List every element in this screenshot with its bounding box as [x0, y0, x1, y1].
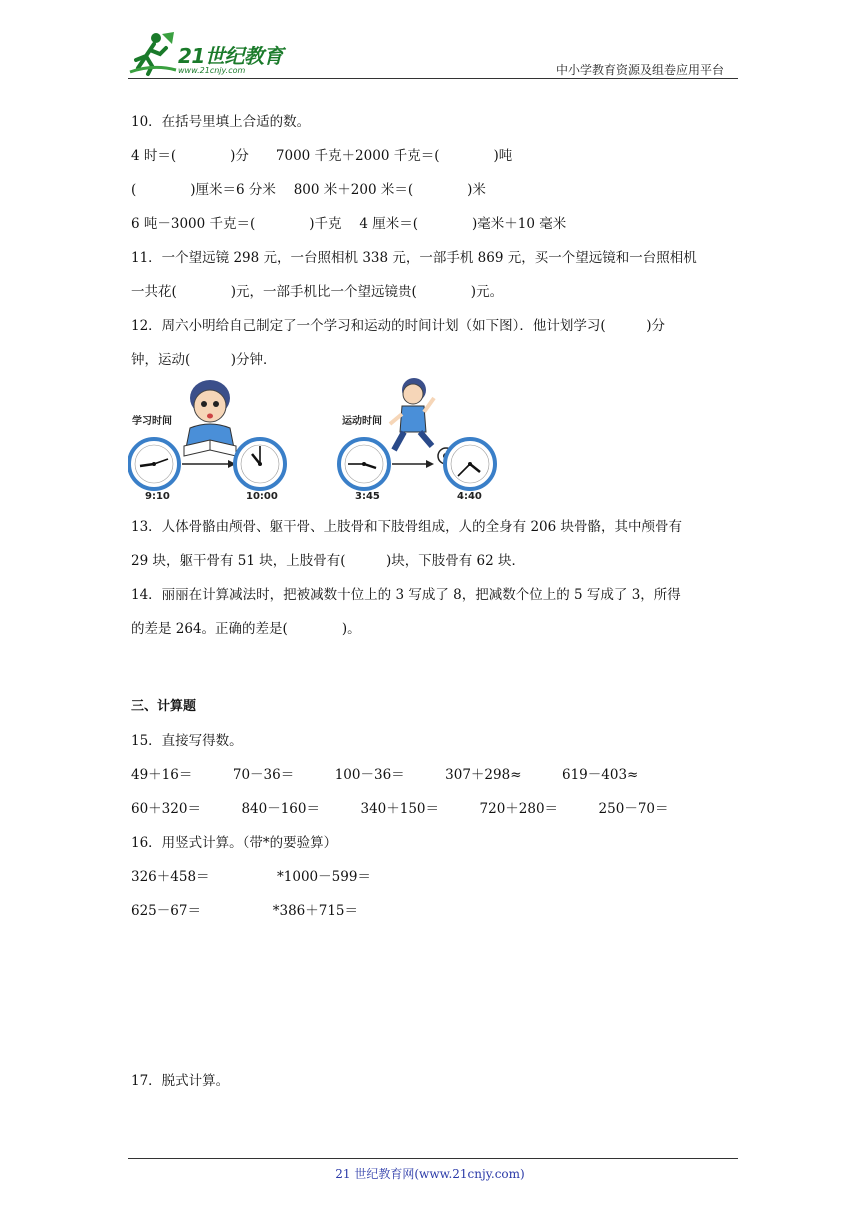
question-15-title: 15．直接写得数。: [131, 733, 243, 749]
question-16-row-1: 326＋458＝ *1000－599＝: [131, 869, 371, 885]
footer-divider: [128, 1158, 738, 1159]
running-boy-icon: [390, 378, 454, 464]
question-10-row-3: 6 吨－3000 千克＝( )千克 4 厘米＝( )毫米＋10 毫米: [131, 216, 567, 232]
question-14-line-2: 的差是 264。正确的差是( )。: [131, 621, 361, 637]
clock-end-sport-icon: [445, 439, 495, 489]
clocks-illustration: [128, 376, 498, 504]
time-label-4-40: 4:40: [457, 491, 482, 502]
question-15-row-1: 49＋16＝ 70－36＝ 100－36＝ 307＋298≈ 619－403≈: [131, 767, 639, 783]
clock-start-sport-icon: [339, 439, 389, 489]
question-11-line-1: 11．一个望远镜 298 元，一台照相机 338 元，一部手机 869 元，买一个望远镜和一台照相机: [131, 250, 697, 266]
question-16-title: 16．用竖式计算。（带*的要验算）: [131, 835, 338, 851]
question-13-line-2: 29 块，躯干骨有 51 块，上肢骨有( )块，下肢骨有 62 块．: [131, 553, 526, 569]
question-15-row-2: 60＋320＝ 840－160＝ 340＋150＝ 720＋280＝ 250－70＝: [131, 801, 669, 817]
sport-time-tag: 运动时间: [342, 416, 382, 427]
time-label-9-10: 9:10: [145, 491, 170, 502]
logo: [128, 28, 298, 78]
study-time-tag: 学习时间: [132, 416, 172, 427]
question-12-line-1: 12．周六小明给自己制定了一个学习和运动的时间计划（如下图）．他计划学习( )分: [131, 318, 665, 334]
time-plan-figure: [128, 376, 498, 504]
question-13-line-1: 13．人体骨骼由颅骨、躯干骨、上肢骨和下肢骨组成，人的全身有 206 块骨骼，其中颅骨有: [131, 519, 683, 535]
question-17-title: 17．脱式计算。: [131, 1073, 230, 1089]
question-16-row-2: 625－67＝ *386＋715＝: [131, 903, 359, 919]
logo-text: 21世纪教育: [178, 44, 283, 68]
clock-end-study-icon: [235, 439, 285, 489]
question-10-row-1: 4 时＝( )分 7000 千克＋2000 千克＝( )吨: [131, 148, 513, 164]
question-10-row-2: ( )厘米＝6 分米 800 米＋200 米＝( )米: [131, 182, 486, 198]
header-divider: [128, 78, 738, 79]
question-10-title: 10．在括号里填上合适的数。: [131, 114, 311, 130]
page-header: [128, 28, 738, 80]
runner-logo-icon: [128, 28, 178, 78]
time-label-10-00: 10:00: [246, 491, 278, 502]
footer-link[interactable]: 21 世纪教育网(www.21cnjy.com): [335, 1167, 525, 1181]
platform-name: 中小学教育资源及组卷应用平台: [555, 63, 724, 77]
question-14-line-1: 14．丽丽在计算减法时，把被减数十位上的 3 写成了 8，把减数个位上的 5 写成了 3，所得: [131, 587, 681, 603]
time-label-3-45: 3:45: [355, 491, 380, 502]
clock-start-study-icon: [129, 439, 179, 489]
section-title-calculation: 三、计算题: [131, 699, 197, 714]
question-12-line-2: 钟，运动( )分钟．: [131, 352, 277, 368]
question-11-line-2: 一共花( )元，一部手机比一个望远镜贵( )元。: [131, 284, 504, 300]
logo-url: www.21cnjy.com: [178, 66, 246, 75]
studying-boy-icon: [184, 380, 236, 456]
